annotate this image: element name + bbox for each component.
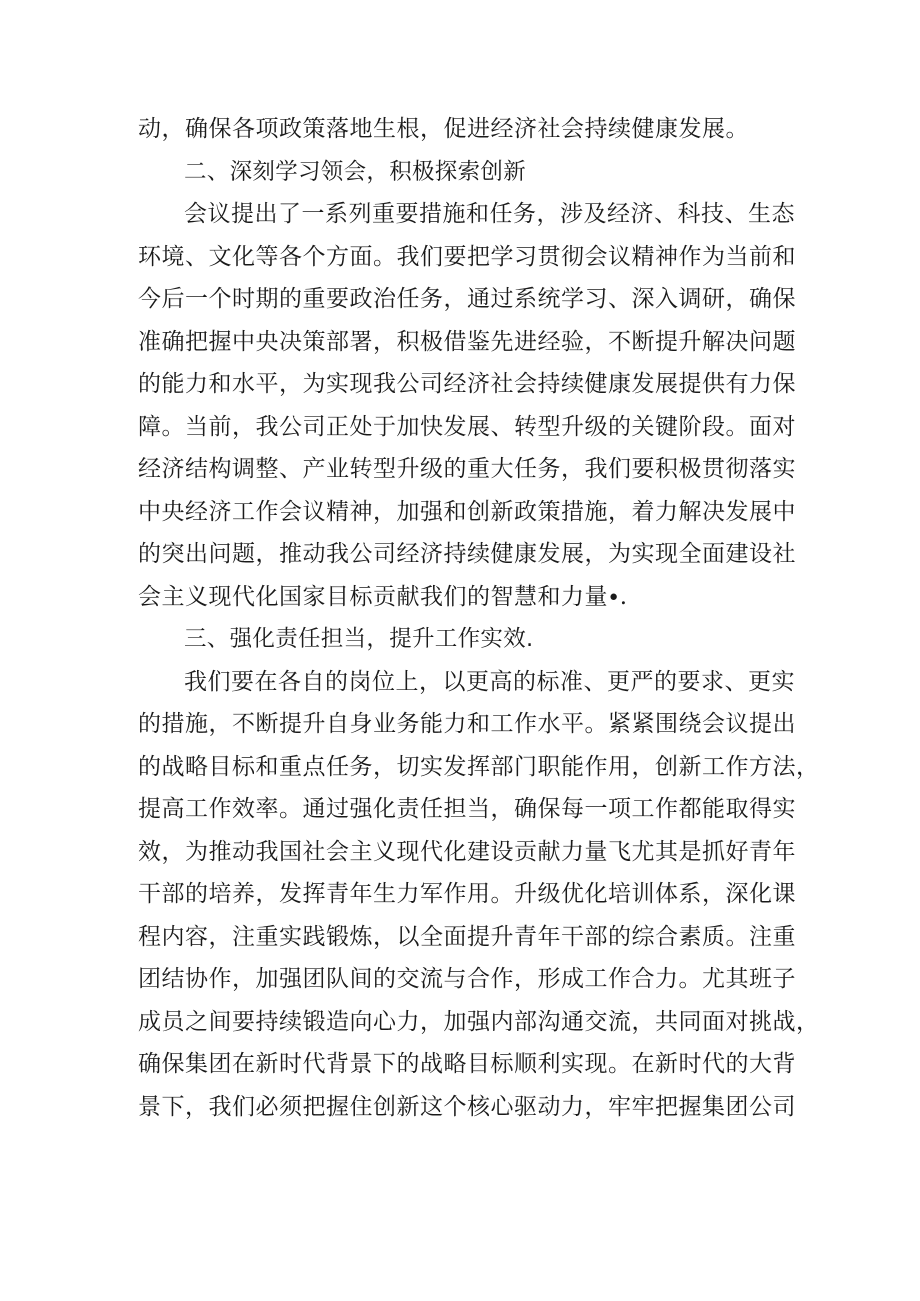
text-line: 的措施，不断提升自身业务能力和工作水平。紧紧围绕会议提出 [138, 711, 796, 737]
paragraph-start: 会议提出了一系列重要措施和任务，涉及经济、科技、生态 [184, 201, 795, 227]
text-line: 提高工作效率。通过强化责任担当，确保每一项工作都能取得实 [138, 796, 796, 822]
text-line: 障。当前，我公司正处于加快发展、转型升级的关键阶段。面对 [138, 413, 796, 440]
text-line: 环境、文化等各个方面。我们要把学习贯彻会议精神作为当前和 [138, 243, 796, 270]
text-line: 动，确保各项政策落地生根，促进经济社会持续健康发展。 [138, 116, 749, 142]
text-line: 准确把握中央决策部署，积极借鉴先进经验，不断提升解决问题 [138, 328, 796, 355]
text-line: 会主义现代化国家目标贡献我们的智慧和力量∙. [138, 583, 628, 610]
text-line: 中央经济工作会议精神，加强和创新政策措施，着力解决发展中 [138, 498, 796, 525]
text-line: 程内容，注重实践锻炼，以全面提升青年干部的综合素质。注重 [138, 923, 796, 950]
paragraph-start: 我们要在各自的岗位上，以更高的标准、更严的要求、更实 [184, 668, 795, 695]
document-body [138, 108, 820, 1128]
text-line: 的能力和水平，为实现我公司经济社会持续健康发展提供有力保 [138, 371, 796, 397]
text-line: 团结协作，加强团队间的交流与合作，形成工作合力。尤其班子 [138, 966, 796, 992]
text-line: 经济结构调整、产业转型升级的重大任务，我们要积极贯彻落实 [138, 456, 796, 482]
text-line: 确保集团在新时代背景下的战略目标顺利实现。在新时代的大背 [138, 1051, 796, 1077]
text-line: 干部的培养，发挥青年生力军作用。升级优化培训体系，深化课 [138, 881, 796, 907]
text-line: 成员之间要持续锻造向心力，加强内部沟通交流，共同面对挑战， [138, 1008, 820, 1035]
text-line: 效，为推动我国社会主义现代化建设贡献力量飞尤其是抓好青年 [138, 838, 796, 865]
text-line: 今后一个时期的重要政治任务，通过系统学习、深入调研，确保 [138, 286, 796, 312]
text-line: 的战略目标和重点任务，切实发挥部门职能作用，创新工作方法， [138, 753, 820, 780]
section-heading-2: 二、深刻学习领会，积极探索创新 [184, 158, 527, 185]
text-line: 的突出问题，推动我公司经济持续健康发展，为实现全面建设社 [138, 541, 796, 567]
text-line: 景下，我们必须把握住创新这个核心驱动力，牢牢把握集团公司 [138, 1093, 796, 1120]
section-heading-3: 三、强化责任担当，提升工作实效. [184, 626, 534, 652]
